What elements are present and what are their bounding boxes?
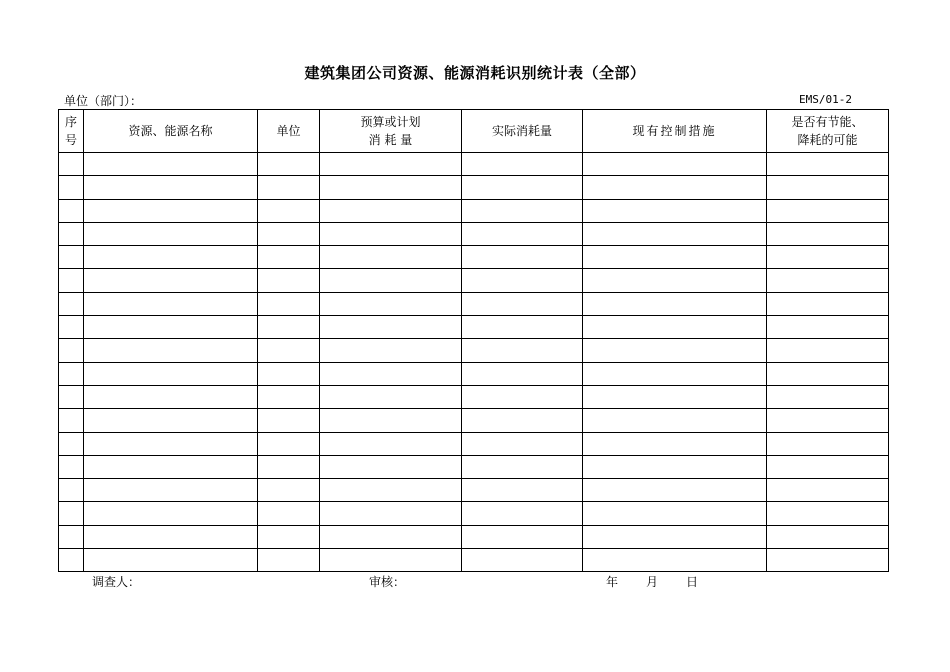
table-cell[interactable] bbox=[258, 409, 320, 432]
header-saving-potential bbox=[767, 110, 889, 153]
table-cell[interactable] bbox=[767, 385, 889, 408]
table-cell[interactable] bbox=[59, 246, 84, 269]
table-cell[interactable] bbox=[320, 199, 462, 222]
table-cell[interactable] bbox=[59, 339, 84, 362]
table-cell[interactable] bbox=[320, 525, 462, 548]
table-row bbox=[59, 176, 889, 199]
table-cell[interactable] bbox=[258, 199, 320, 222]
table-cell[interactable] bbox=[583, 455, 767, 478]
table-cell[interactable] bbox=[320, 269, 462, 292]
table-cell[interactable] bbox=[258, 479, 320, 502]
table-cell[interactable] bbox=[462, 292, 583, 315]
table-cell[interactable] bbox=[583, 292, 767, 315]
table-header-row bbox=[59, 110, 889, 153]
table-cell[interactable] bbox=[583, 316, 767, 339]
table-cell[interactable] bbox=[84, 269, 258, 292]
table-cell[interactable] bbox=[462, 222, 583, 245]
table-cell[interactable] bbox=[583, 246, 767, 269]
table-row bbox=[59, 479, 889, 502]
table-cell[interactable] bbox=[583, 269, 767, 292]
table-cell[interactable] bbox=[84, 362, 258, 385]
table-cell[interactable] bbox=[258, 432, 320, 455]
table-cell[interactable] bbox=[583, 362, 767, 385]
table-cell[interactable] bbox=[583, 199, 767, 222]
table-cell[interactable] bbox=[320, 385, 462, 408]
table-cell[interactable] bbox=[59, 502, 84, 525]
table-cell[interactable] bbox=[320, 549, 462, 572]
table-cell[interactable] bbox=[59, 362, 84, 385]
table-cell[interactable] bbox=[462, 199, 583, 222]
table-cell[interactable] bbox=[258, 502, 320, 525]
header-planned-line-2: 消 耗 量 bbox=[368, 133, 413, 147]
table-cell[interactable] bbox=[320, 176, 462, 199]
table-row bbox=[59, 199, 889, 222]
table-row bbox=[59, 316, 889, 339]
table-cell[interactable] bbox=[767, 432, 889, 455]
table-cell[interactable] bbox=[462, 246, 583, 269]
table-cell[interactable] bbox=[462, 362, 583, 385]
header-saving-line-1: 是否有节能、 bbox=[791, 115, 864, 129]
table-row bbox=[59, 339, 889, 362]
table-cell[interactable] bbox=[320, 316, 462, 339]
header-seq-line-1: 序 bbox=[64, 115, 77, 129]
table-cell[interactable] bbox=[767, 269, 889, 292]
date-month-label: 月 bbox=[646, 575, 659, 589]
table-cell[interactable] bbox=[258, 316, 320, 339]
table-cell[interactable] bbox=[59, 176, 84, 199]
table-row bbox=[59, 549, 889, 572]
table-cell[interactable] bbox=[84, 292, 258, 315]
table-cell[interactable] bbox=[583, 502, 767, 525]
table-cell[interactable] bbox=[583, 176, 767, 199]
table-cell[interactable] bbox=[583, 432, 767, 455]
table-cell[interactable] bbox=[59, 222, 84, 245]
form-title: 建筑集团公司资源、能源消耗识别统计表（全部） bbox=[304, 64, 646, 82]
table-cell[interactable] bbox=[59, 549, 84, 572]
table-cell[interactable] bbox=[462, 153, 583, 176]
table-cell[interactable] bbox=[767, 222, 889, 245]
table-cell[interactable] bbox=[462, 269, 583, 292]
table-cell[interactable] bbox=[59, 409, 84, 432]
table-cell[interactable] bbox=[320, 292, 462, 315]
table-cell[interactable] bbox=[462, 339, 583, 362]
table-cell[interactable] bbox=[258, 176, 320, 199]
table-cell[interactable] bbox=[462, 525, 583, 548]
table-cell[interactable] bbox=[462, 409, 583, 432]
table-cell[interactable] bbox=[258, 269, 320, 292]
date-day-label: 日 bbox=[686, 575, 699, 589]
table-cell[interactable] bbox=[320, 153, 462, 176]
table-cell[interactable] bbox=[258, 362, 320, 385]
table-row bbox=[59, 362, 889, 385]
table-cell[interactable] bbox=[767, 409, 889, 432]
table-cell[interactable] bbox=[462, 385, 583, 408]
table-cell[interactable] bbox=[767, 176, 889, 199]
table-cell[interactable] bbox=[767, 339, 889, 362]
table-cell[interactable] bbox=[84, 153, 258, 176]
table-cell[interactable] bbox=[59, 525, 84, 548]
table-cell[interactable] bbox=[84, 549, 258, 572]
table-row bbox=[59, 502, 889, 525]
table-cell[interactable] bbox=[462, 316, 583, 339]
investigator-label: 调查人： bbox=[92, 575, 141, 589]
table-cell[interactable] bbox=[767, 292, 889, 315]
table-cell[interactable] bbox=[767, 199, 889, 222]
table-cell[interactable] bbox=[767, 455, 889, 478]
table-cell[interactable] bbox=[84, 409, 258, 432]
table-cell[interactable] bbox=[84, 222, 258, 245]
table-cell[interactable] bbox=[258, 525, 320, 548]
table-cell[interactable] bbox=[320, 246, 462, 269]
table-cell[interactable] bbox=[59, 199, 84, 222]
table-body bbox=[59, 153, 889, 572]
table-cell[interactable] bbox=[258, 222, 320, 245]
table-cell[interactable] bbox=[258, 246, 320, 269]
table-cell[interactable] bbox=[767, 153, 889, 176]
reviewer-label: 审核： bbox=[369, 575, 406, 589]
table-row bbox=[59, 455, 889, 478]
form-code: EMS/01-2 bbox=[799, 93, 852, 106]
table-cell[interactable] bbox=[767, 316, 889, 339]
table-cell[interactable] bbox=[84, 246, 258, 269]
table-cell[interactable] bbox=[320, 502, 462, 525]
header-seq bbox=[59, 110, 84, 153]
table-cell[interactable] bbox=[258, 153, 320, 176]
table-cell[interactable] bbox=[462, 432, 583, 455]
header-control-measures: 现有控制措施 bbox=[583, 110, 767, 153]
table-cell[interactable] bbox=[767, 479, 889, 502]
table-cell[interactable] bbox=[84, 316, 258, 339]
table-cell[interactable] bbox=[583, 525, 767, 548]
table-cell[interactable] bbox=[583, 549, 767, 572]
header-saving-line-2: 降耗的可能 bbox=[797, 133, 858, 147]
table-row bbox=[59, 246, 889, 269]
table-cell[interactable] bbox=[84, 455, 258, 478]
table-cell[interactable] bbox=[320, 455, 462, 478]
table-cell[interactable] bbox=[320, 432, 462, 455]
header-planned-line-1: 预算或计划 bbox=[360, 115, 421, 129]
table-cell[interactable] bbox=[258, 339, 320, 362]
table-row bbox=[59, 432, 889, 455]
table-cell[interactable] bbox=[84, 176, 258, 199]
header-actual-consumption: 实际消耗量 bbox=[462, 110, 583, 153]
table-row bbox=[59, 292, 889, 315]
table-cell[interactable] bbox=[84, 385, 258, 408]
table-cell[interactable] bbox=[462, 455, 583, 478]
table-cell[interactable] bbox=[462, 176, 583, 199]
header-unit: 单位 bbox=[258, 110, 320, 153]
statistics-table bbox=[58, 109, 889, 572]
table-cell[interactable] bbox=[583, 222, 767, 245]
table-cell[interactable] bbox=[59, 479, 84, 502]
table-cell[interactable] bbox=[84, 479, 258, 502]
table-cell[interactable] bbox=[258, 455, 320, 478]
table-cell[interactable] bbox=[258, 292, 320, 315]
table-cell[interactable] bbox=[767, 246, 889, 269]
table-cell[interactable] bbox=[767, 549, 889, 572]
table-cell[interactable] bbox=[59, 153, 84, 176]
date-field bbox=[606, 573, 698, 590]
table-cell[interactable] bbox=[583, 385, 767, 408]
table-cell[interactable] bbox=[462, 549, 583, 572]
table-cell[interactable] bbox=[320, 409, 462, 432]
table-cell[interactable] bbox=[59, 316, 84, 339]
date-year-label: 年 bbox=[606, 575, 619, 589]
table-cell[interactable] bbox=[59, 385, 84, 408]
table-cell[interactable] bbox=[59, 269, 84, 292]
table-cell[interactable] bbox=[59, 432, 84, 455]
table-row bbox=[59, 269, 889, 292]
table-row bbox=[59, 409, 889, 432]
table-cell[interactable] bbox=[84, 432, 258, 455]
table-cell[interactable] bbox=[583, 409, 767, 432]
table-cell[interactable] bbox=[84, 199, 258, 222]
table-cell[interactable] bbox=[258, 549, 320, 572]
table-cell[interactable] bbox=[462, 479, 583, 502]
table-cell[interactable] bbox=[767, 502, 889, 525]
header-resource-name: 资源、能源名称 bbox=[84, 110, 258, 153]
table-cell[interactable] bbox=[767, 525, 889, 548]
table-cell[interactable] bbox=[84, 339, 258, 362]
table-cell[interactable] bbox=[320, 222, 462, 245]
table-row bbox=[59, 525, 889, 548]
table-cell[interactable] bbox=[320, 362, 462, 385]
table-row bbox=[59, 222, 889, 245]
department-label: 单位（部门）： bbox=[64, 94, 143, 108]
table-cell[interactable] bbox=[767, 362, 889, 385]
table-cell[interactable] bbox=[583, 479, 767, 502]
table-cell[interactable] bbox=[258, 385, 320, 408]
header-planned-consumption bbox=[320, 110, 462, 153]
table-cell[interactable] bbox=[320, 339, 462, 362]
table-cell[interactable] bbox=[320, 479, 462, 502]
table-cell[interactable] bbox=[462, 502, 583, 525]
table-cell[interactable] bbox=[84, 502, 258, 525]
table-row bbox=[59, 385, 889, 408]
table-cell[interactable] bbox=[583, 153, 767, 176]
table-cell[interactable] bbox=[84, 525, 258, 548]
table-cell[interactable] bbox=[59, 292, 84, 315]
table-cell[interactable] bbox=[583, 339, 767, 362]
header-seq-line-2: 号 bbox=[64, 133, 77, 147]
table-row bbox=[59, 153, 889, 176]
table-cell[interactable] bbox=[59, 455, 84, 478]
